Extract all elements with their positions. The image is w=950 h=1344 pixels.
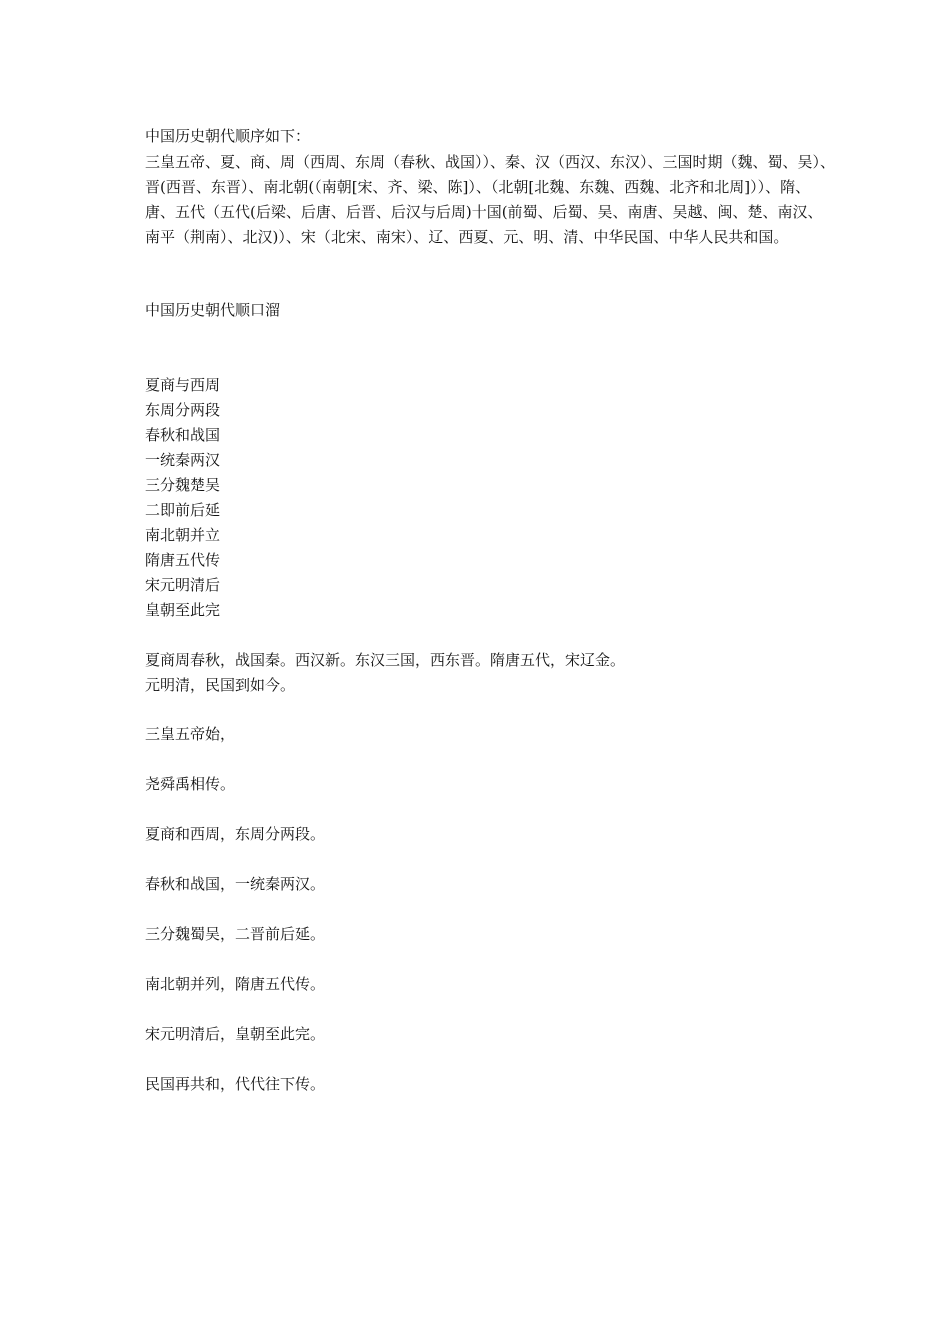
rhyme-line: 二即前后延 bbox=[145, 501, 221, 519]
verse-line: 民国再共和，代代往下传。 bbox=[145, 1075, 326, 1093]
verse-line: 三分魏蜀吴，二晋前后延。 bbox=[145, 925, 326, 943]
intro-line: 唐、五代（五代(后梁、后唐、后晋、后汉与后周)十国(前蜀、后蜀、吴、南唐、吴越、闽、楚、南汉、 bbox=[145, 203, 823, 221]
verse-line: 夏商周春秋，战国秦。西汉新。东汉三国，西东晋。隋唐五代，宋辽金。 bbox=[145, 651, 626, 669]
verse-line: 南北朝并列，隋唐五代传。 bbox=[145, 975, 326, 993]
intro-line: 晋(西晋、东晋）、南北朝(（南朝[宋、齐、梁、陈]）、（北朝[北魏、东魏、西魏、北齐和北周]））、隋、 bbox=[145, 178, 811, 196]
verse-line: 元明清，民国到如今。 bbox=[145, 676, 296, 694]
rhyme-line: 一统秦两汉 bbox=[145, 451, 221, 469]
verse-line: 尧舜禹相传。 bbox=[145, 775, 236, 793]
intro-line: 三皇五帝、夏、商、周（西周、东周（春秋、战国））、秦、汉（西汉、东汉）、三国时期（魏、蜀、吴）、 bbox=[145, 153, 836, 171]
verse-line: 春秋和战国，一统秦两汉。 bbox=[145, 875, 326, 893]
rhyme-line: 东周分两段 bbox=[145, 401, 221, 419]
verse-line: 三皇五帝始， bbox=[145, 725, 236, 743]
rhyme-line: 三分魏楚吴 bbox=[145, 476, 221, 494]
rhyme-line: 夏商与西周 bbox=[145, 376, 221, 394]
rhyme-line: 宋元明清后 bbox=[145, 576, 221, 594]
verse-line: 夏商和西周，东周分两段。 bbox=[145, 825, 326, 843]
rhyme-title: 中国历史朝代顺口溜 bbox=[145, 301, 281, 319]
intro-line: 南平（荆南）、北汉)）、宋（北宋、南宋）、辽、西夏、元、明、清、中华民国、中华人民共和国。 bbox=[145, 228, 789, 246]
intro-heading: 中国历史朝代顺序如下： bbox=[145, 127, 311, 145]
verse-line: 宋元明清后，皇朝至此完。 bbox=[145, 1025, 326, 1043]
rhyme-line: 春秋和战国 bbox=[145, 426, 221, 444]
rhyme-line: 隋唐五代传 bbox=[145, 551, 221, 569]
rhyme-line: 南北朝并立 bbox=[145, 526, 221, 544]
rhyme-line: 皇朝至此完 bbox=[145, 601, 221, 619]
